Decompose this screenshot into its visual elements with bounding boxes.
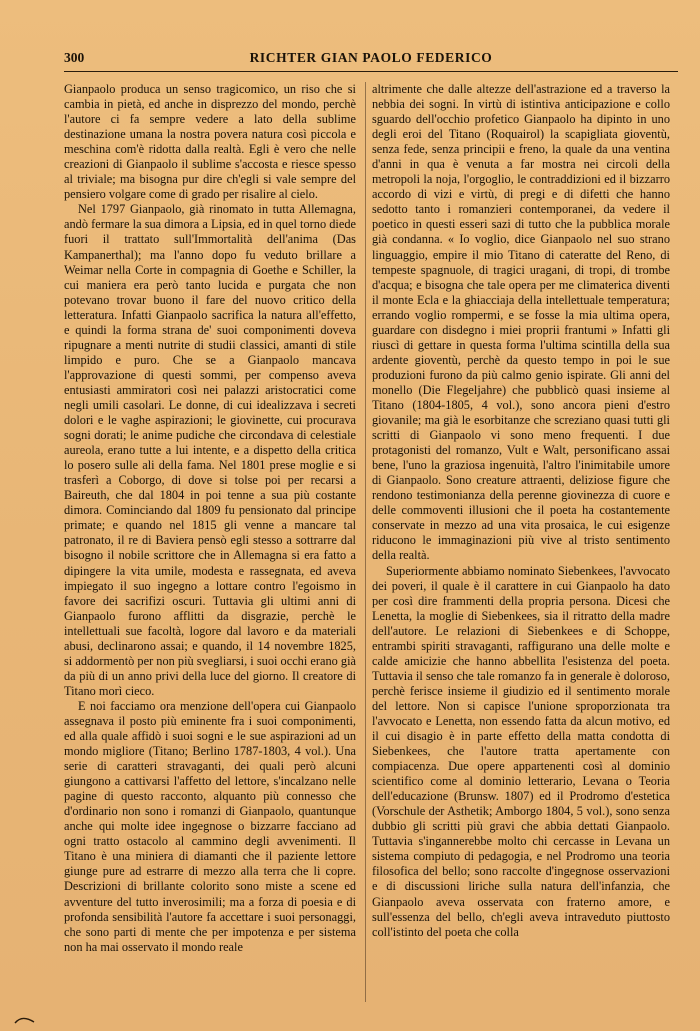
paragraph: Superiormente abbiamo nominato Siebenkees, l'avvocato dei poveri, il quale è il carattere in cui Gianpaolo ha dato per così dire frammenti della propria persona. Dicesi che Lenetta, la moglie di Siebenkees, sia il ritratto della madre dell'autore. Le relazioni di Siebenkees e di Schoppe, entrambi spiriti stravaganti, raffigurano una delle molte e calde amicizie che hanno abbellita l'esistenza del poeta. Tuttavia il senso che tale romanzo fa in generale è doloroso, perchè ferisce insieme il giudizio ed il sentimento morale del lettore. Non si capisce l'unione sproporzionata tra l'avvocato e Lenetta, non essendo fatta da alcun motivo, ed il cui disagio è in parte effetto della matta condotta di Siebenkees, che l'autore tratta apertamente con compiacenza. Due opere appartenenti così al dominio scientifico come al dominio letterario, Levana o Teoria dell'educazione (Brunsw. 1807) ed il Prodromo d'estetica (Vorschule der Asthetik; Amborgo 1804, 5 vol.), sono senza dubbio gli scritti più gravi che abbia dettati Gianpaolo. Tuttavia s'ingannerebbe molto chi cercasse in Levana un sistema compiuto di pedagogia, e nel Prodromo una teoria filosofica del bello; sono raccolte d'ingegnose osservazioni e di discussioni liriche sulla natura dell'infanzia, che Gianpaolo aveva osservata con fraterno amore, e sull'essenza del bello, ch'egli aveva intraveduto piuttosto coll'istinto del poeta che colla	[372, 563, 670, 939]
paragraph: altrimente che dalle altezze dell'astrazione ed a traverso la nebbia dei sogni. In virtù di istintiva anticipazione e collo sguardo dell'occhio profetico Gianpaolo ha dipinto in uno degli eroi del Titano (Roquairol) la scapigliata gioventù, senza fede, senza principii e freno, la quale da una ventina d'anni in qua è venuta a far mostra nei circoli della metropoli la noja, l'orgoglio, le contraddizioni ed il bizzarro accordo di vizi e virtù, di pregi e di difetti che hanno sedotto tanto i romanzieri contemporanei, da vedere il poetico in questi esseri sazi di tutto che la pubblica morale già condanna. « Io voglio, dice Gianpaolo nel suo strano linguaggio, empire il mio Titano di cateratte del Reno, di tempeste spagnuole, di tragici uragani, di tropi, di trombe d'acqua; e bisogna che tale opera per me climaterica diventi il monte Ecla e la ghiacciaja della intellettuale temperatura; errando voglio rompermi, e se fosse la mia ultima opera, guardare con disdegno i miei proprii frantumi » Infatti gli riuscì di gettare in questa forma l'ultima scintilla della sua ardente gioventù, perchè da questo tempo in poi le sue produzioni furono da più calmo genio ispirate. Gli anni del monello (Die Flegeljahre) che pubblicò quasi insieme al Titano (1804-1805, 4 vol.), sono ancora pieni d'estro giovanile; ma già le esorbitanze che screziano quasi tutti gli scritti di Gianpaolo vi sono meno frequenti. I due protagonisti del romanzo, Vult e Walt, personificano assai bene, l'uno la graziosa ingenuità, l'altro l'inimitabile umore di Gianpaolo. Sono creature attraenti, deliziose figure che rendono testimonianza della perenne giovinezza di cuore e delle commoventi illusioni che il poeta ha costantemente conservate in mezzo ad una vita prosaica, le cui esigenze riducono le immaginazioni più vive al tristo sentimento della realtà.	[372, 82, 670, 563]
header-rule	[64, 71, 678, 72]
paragraph: Nel 1797 Gianpaolo, già rinomato in tutta Allemagna, andò fermare la sua dimora a Lipsia, ed in quel torno diede fuori il trattato sull'Immortalità dell'anima (Das Kampanerthal); ma l'anno dopo fu veduto brillare a Weimar nella Corte in compagnia di Goethe e Schiller, la cui maniera era però tanto lucida e purgata che non potevano trovar buono il fare del nuovo critico della letteratura. Infatti Gianpaolo sacrifica la natura all'effetto, e quindi la forma strana de' suoi componimenti doveva ripugnare a menti nutrite di studii classici, amanti di stile limpido e puro. Che se a Gianpaolo mancava l'approvazione di questi sommi, per compenso aveva entusiasti ammiratori così nei palazzi aristocratici come negli umili casolari. Le donne, di cui idealizzava i secreti dolori e le vaghe aspirazioni; le giovinette, cui procurava sogni dorati; le anime pudiche che circondava di celestiale aureola, erano tutte a lui intente, e a dispetto della critica lo posero sulle ali della fama. Nel 1801 prese moglie e si trasferì a Coborgo, di dove si tolse poi per recarsi a Baireuth, che dal 1804 in poi tenne a sua più costante dimora. Cominciando dal 1809 fu pensionato dal principe primate; e quando nel 1815 gli venne a mancare tal patronato, il re di Baviera pensò egli stesso a sottrarre dal bisogno il nobile scrittore che in Allemagna si era fatto a dipingere la vita umile, modesta e rassegnata, ed aveva impiegato il suo ingegno a lottare contro l'egoismo in favore dei sacrifizi oscuri. Tuttavia gli ultimi anni di Gianpaolo furono afflitti da disgrazie, perchè le intellettuali sue facoltà, logore dal lavoro e da materiali abusi, declinarono assai; e quando, il 14 novembre 1825, si addormentò per non più svegliarsi, i suoi occhi erano già da più di un anno privi della luce del giorno. Il creatore di Titano morì cieco.	[64, 202, 356, 698]
running-head: RICHTER GIAN PAOLO FEDERICO	[249, 50, 493, 65]
column-divider	[365, 82, 366, 1002]
right-column	[372, 82, 670, 940]
paragraph: Gianpaolo produca un senso tragicomico, un riso che si cambia in pietà, ed anche in disprezzo del mondo, perchè l'autore ci fa sempre vedere a lato della sublime destinazione umana la nostra povera natura così piccola e meschina com'è ridotta dalla realtà. Egli è vero che nelle creazioni di Gianpaolo il sublime s'accosta e riesce spesso al triviale; ma bisogna pur dire ch'egli si vale sempre del pensiero volgare come di grado per risalire al cielo.	[64, 82, 356, 202]
page-number: 300	[64, 50, 85, 65]
paragraph: E noi facciamo ora menzione dell'opera cui Gianpaolo assegnava il posto più eminente fra i suoi componimenti, ed alla quale affidò i suoi sogni e le sue aspirazioni ad un mondo migliore (Titano; Berlino 1787-1803, 4 vol.). Una serie di caratteri stravaganti, dei quali però alcuni giungono a cattivarsi l'affetto del lettore, s'incalzano nelle pagine di questo racconto, alquanto più connesso che d'ordinario non sono i romanzi di Gianpaolo, quantunque anche qui molte idee ingegnose o bizzarre facciano ad ogni tratto ostacolo al cammino degli avvenimenti. Il Titano è una miniera di diamanti che il paziente lettore giunge pure ad estrarre di mezzo alla terra che li copre. Descrizioni di brillante colorito sono miste a scene ed avventure del tutto inverosimili; ma a forza di poesia e di profonda sensibilità l'autore fa accettare i suoi personaggi, che sono parti di mente che per impotenza e per sistema non ha mai osservato il mondo reale	[64, 698, 356, 954]
page-header	[64, 44, 678, 74]
scan-mark-icon	[14, 1015, 36, 1025]
left-column	[64, 82, 356, 955]
